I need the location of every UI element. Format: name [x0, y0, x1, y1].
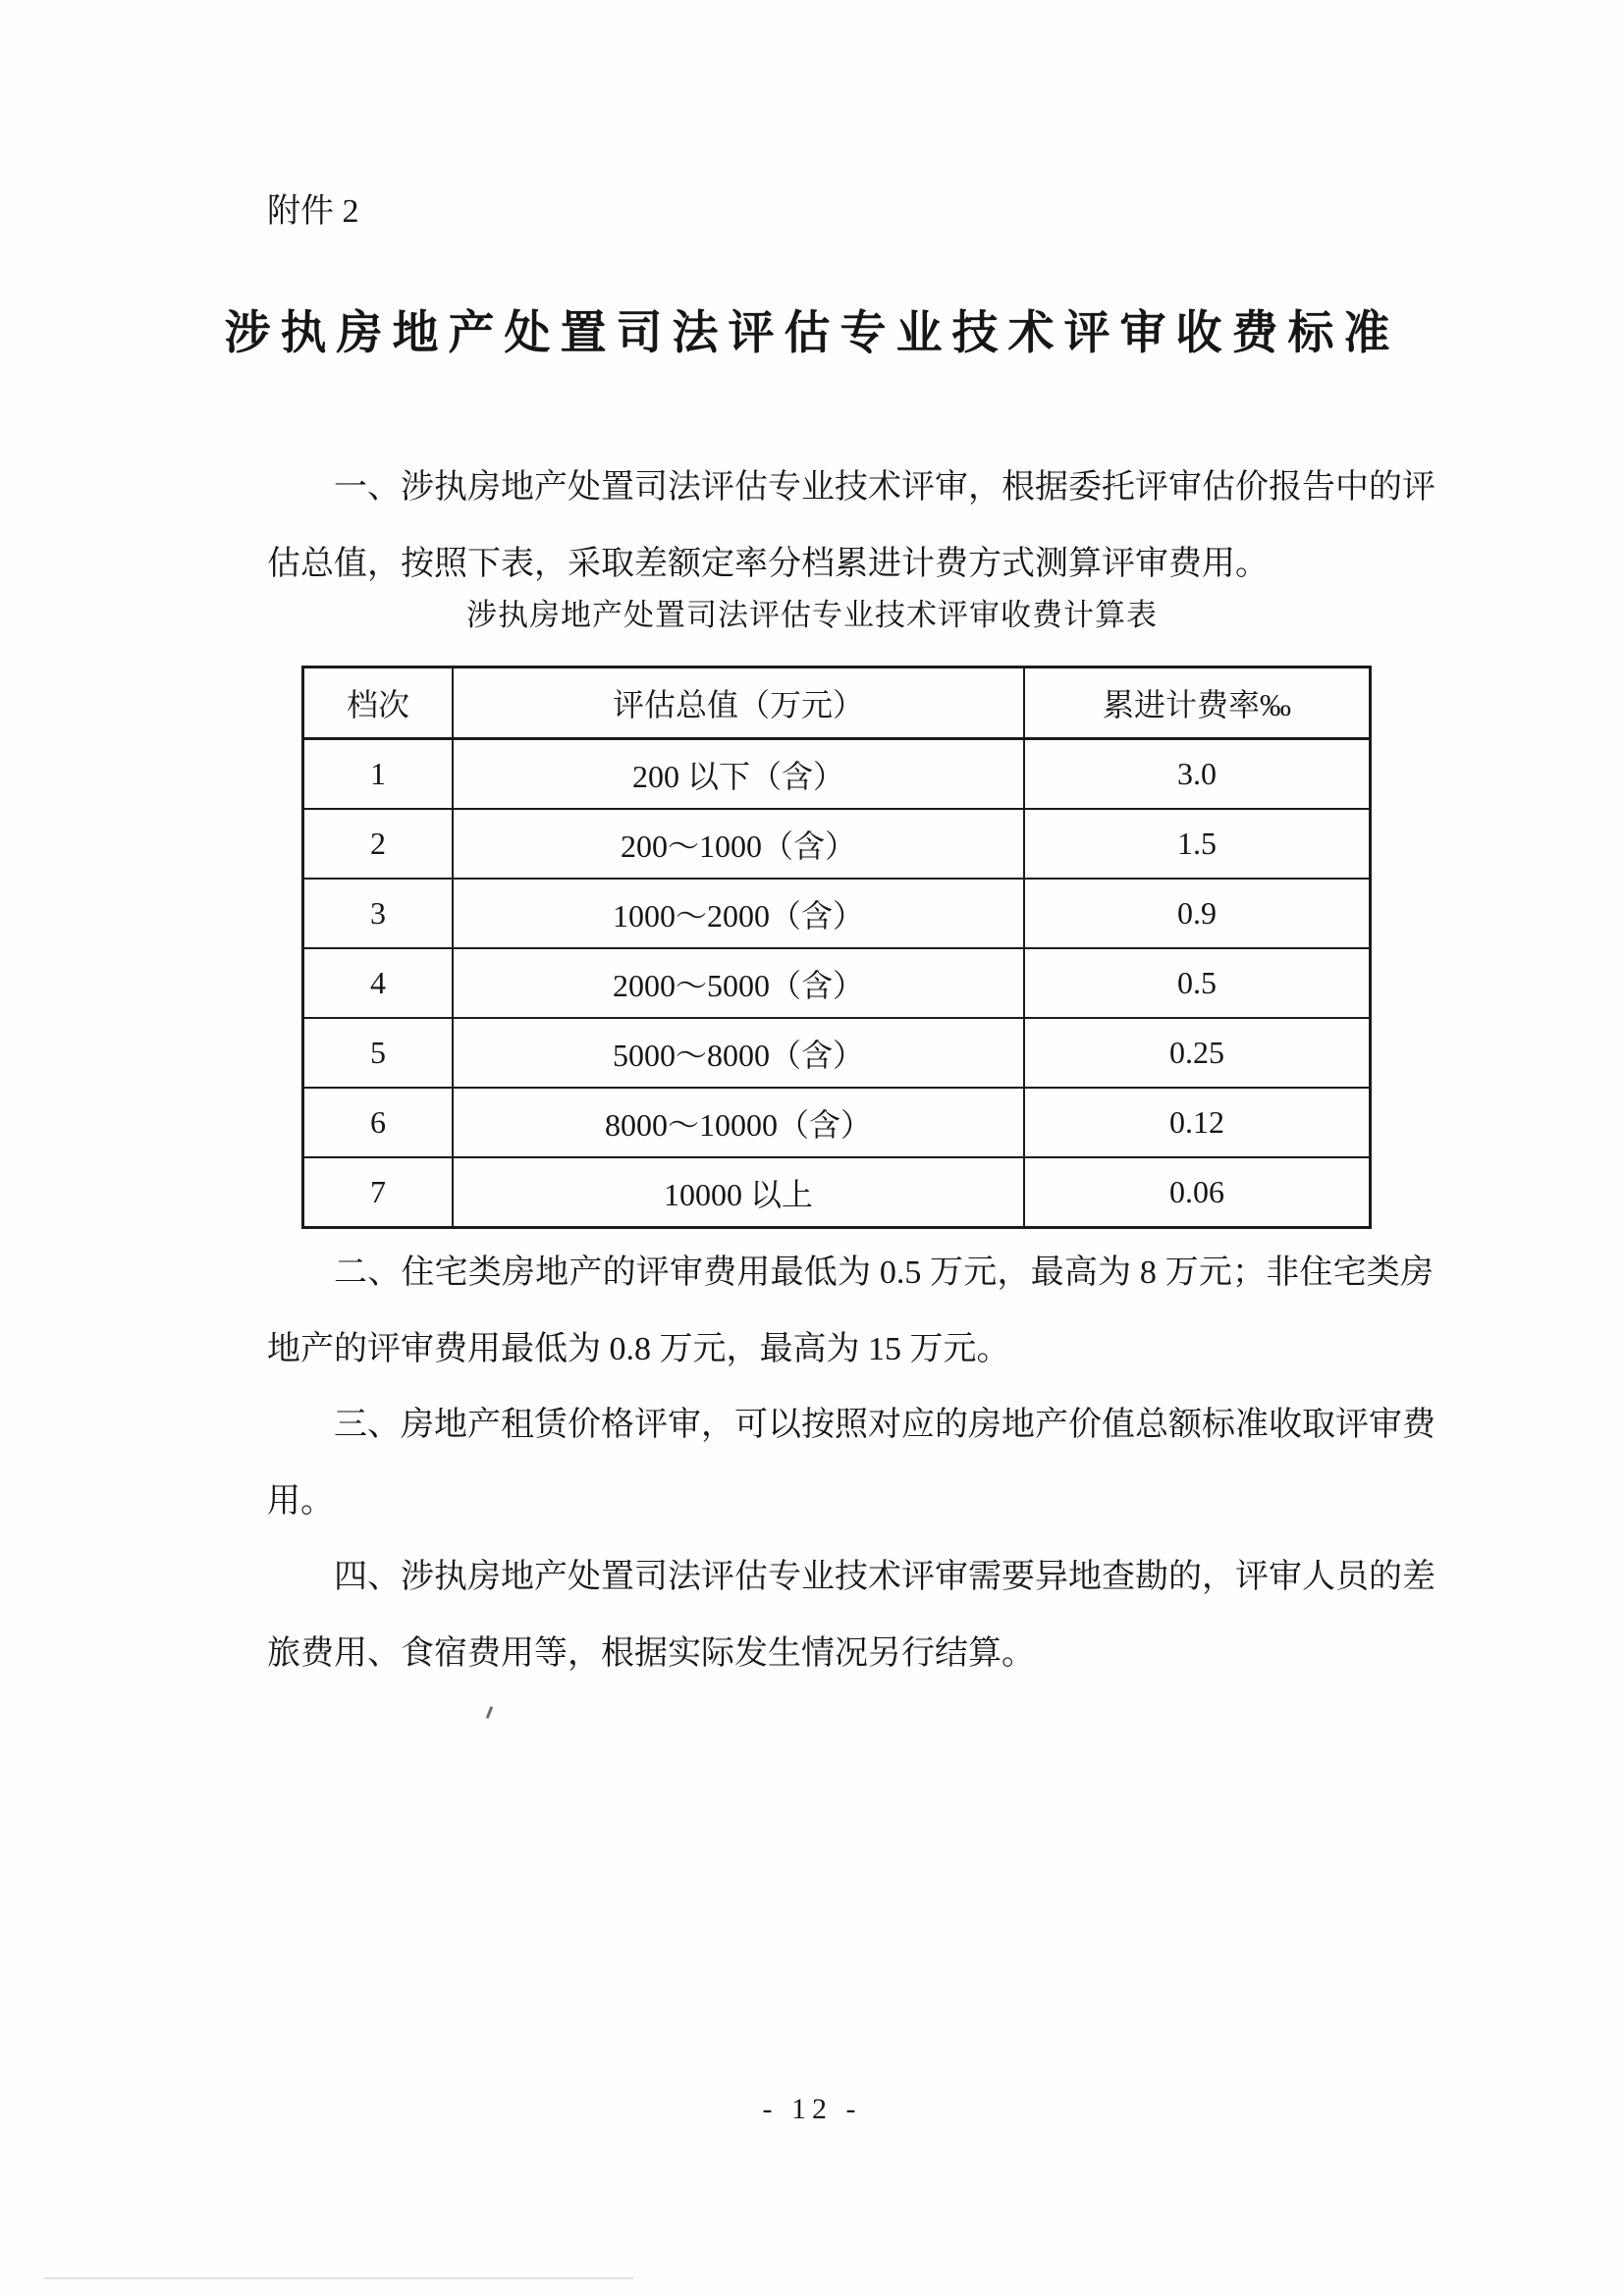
scan-edge-line [44, 2277, 633, 2279]
cell-value-range: 200 以下（含） [453, 739, 1024, 810]
fee-table [301, 666, 1372, 1229]
cell-tier: 4 [303, 948, 454, 1018]
cell-value-range: 8000～10000（含） [453, 1088, 1024, 1157]
cell-rate: 0.9 [1024, 879, 1371, 948]
cell-tier: 3 [303, 879, 454, 948]
table-row [303, 1018, 1371, 1088]
page-number: - 12 - [762, 2093, 862, 2125]
paragraph-line: 旅费用、食宿费用等，根据实际发生情况另行结算。 [267, 1634, 1035, 1672]
table-header-row [303, 667, 1371, 739]
paragraph-line: 四、涉执房地产处置司法评估专业技术评审需要异地查勘的，评审人员的差 [334, 1559, 1435, 1595]
table-row [303, 1157, 1371, 1228]
paragraph-line: 估总值，按照下表，采取差额定率分档累进计费方式测算评审费用。 [267, 546, 1269, 582]
intro-paragraph [267, 450, 1434, 603]
table-row [303, 739, 1371, 810]
cell-rate: 0.25 [1024, 1018, 1371, 1088]
cell-tier: 1 [303, 739, 454, 810]
header-cell-assessed-value: 评估总值（万元） [453, 667, 1024, 739]
cell-rate: 1.5 [1024, 809, 1371, 879]
cell-value-range: 5000～8000（含） [453, 1018, 1024, 1088]
cell-rate: 3.0 [1024, 739, 1371, 810]
paragraph-line: 用。 [267, 1482, 334, 1520]
table-row [303, 948, 1371, 1018]
cell-tier: 2 [303, 809, 454, 879]
scan-artifact-mark [486, 1706, 494, 1719]
paragraph-line: 一、涉执房地产处置司法评估专业技术评审，根据委托评审估价报告中的评 [334, 469, 1435, 506]
cell-value-range: 200～1000（含） [453, 809, 1024, 879]
body-paragraphs [267, 1235, 1434, 1691]
table-caption: 涉执房地产处置司法评估专业技术评审收费计算表 [466, 598, 1158, 632]
table-row [303, 1088, 1371, 1157]
table-row [303, 879, 1371, 948]
document-title: 涉执房地产处置司法评估专业技术评审收费标准 [224, 308, 1400, 359]
cell-value-range: 1000～2000（含） [453, 879, 1024, 948]
cell-value-range: 10000 以上 [453, 1157, 1024, 1228]
paragraph-line: 三、房地产租赁价格评审，可以按照对应的房地产价值总额标准收取评审费 [334, 1407, 1435, 1443]
cell-rate: 0.12 [1024, 1088, 1371, 1157]
cell-tier: 6 [303, 1088, 454, 1157]
cell-rate: 0.5 [1024, 948, 1371, 1018]
cell-tier: 5 [303, 1018, 454, 1088]
cell-value-range: 2000～5000（含） [453, 948, 1024, 1018]
attachment-label: 附件 2 [267, 193, 359, 230]
cell-tier: 7 [303, 1157, 454, 1228]
cell-rate: 0.06 [1024, 1157, 1371, 1228]
paragraph-line: 二、住宅类房地产的评审费用最低为 0.5 万元，最高为 8 万元；非住宅类房 [334, 1255, 1434, 1291]
header-cell-progressive-rate: 累进计费率‰ [1024, 667, 1371, 739]
paragraph-line: 地产的评审费用最低为 0.8 万元，最高为 15 万元。 [267, 1330, 1010, 1367]
table-row [303, 809, 1371, 879]
header-cell-tier: 档次 [303, 667, 454, 739]
